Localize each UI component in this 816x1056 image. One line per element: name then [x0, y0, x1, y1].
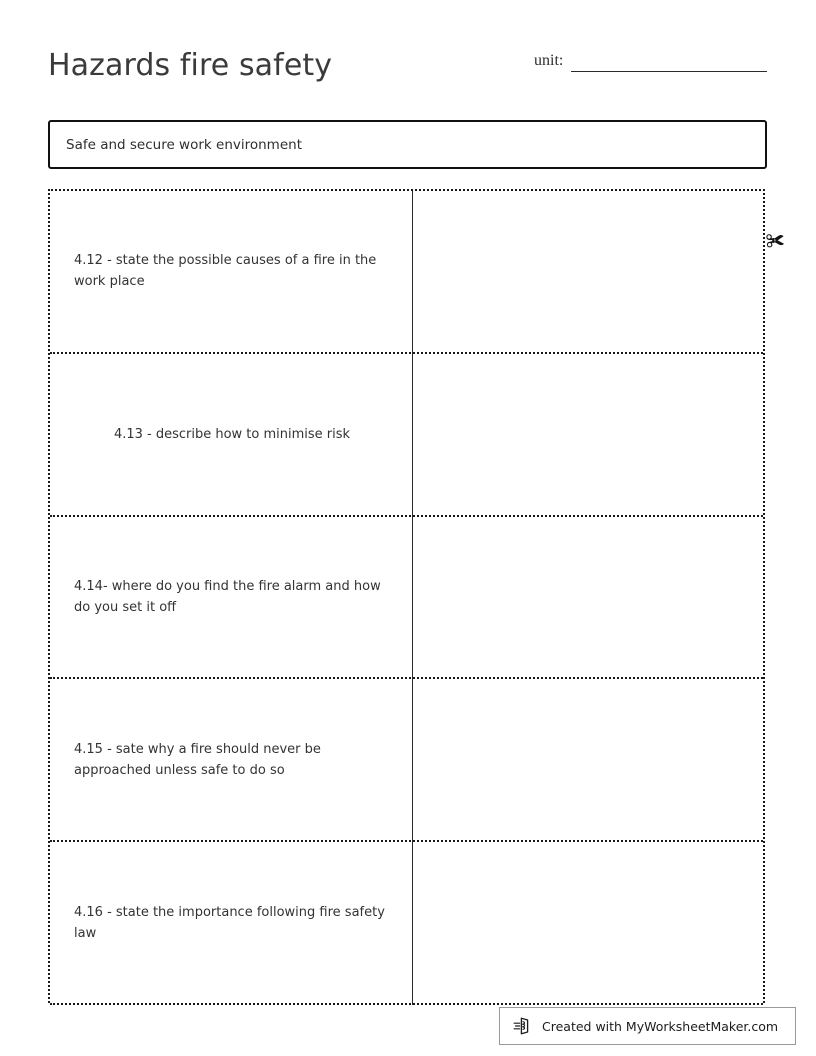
footer-badge[interactable]: [499, 1007, 796, 1045]
footer-text: Created with MyWorksheetMaker.com: [542, 1018, 779, 1034]
answer-cell[interactable]: [412, 191, 763, 352]
unit-field: [534, 53, 767, 72]
table-row: [50, 354, 763, 517]
answer-cell[interactable]: [412, 679, 763, 840]
table-row: [50, 679, 763, 842]
prompt-text: 4.16 - state the importance following fire safety law: [74, 904, 385, 941]
prompt-cell: [50, 679, 412, 840]
unit-label: unit:: [534, 52, 564, 69]
table-row: [50, 517, 763, 680]
scissors-icon: ✀: [765, 229, 786, 253]
table-row: [50, 842, 763, 1005]
prompt-cell: [50, 842, 412, 1003]
subtitle-box: [48, 120, 767, 169]
page-title: Hazards fire safety: [48, 48, 333, 83]
prompt-text: 4.13 - describe how to minimise risk: [113, 426, 351, 442]
subtitle-text: Safe and secure work environment: [66, 136, 302, 153]
prompt-cell: [50, 191, 412, 352]
questions-table: [48, 189, 765, 1003]
table-row: [50, 191, 763, 354]
prompt-cell: [50, 354, 412, 515]
prompt-text: 4.14- where do you find the fire alarm and how do you set it off: [74, 578, 381, 615]
page-header: [0, 0, 816, 110]
prompt-text: 4.12 - state the possible causes of a fire in the work place: [74, 253, 377, 290]
prompt-text: 4.15 - sate why a fire should never be approached unless safe to do so: [74, 741, 321, 778]
prompt-cell: [50, 517, 412, 678]
worksheet-maker-logo-icon: [513, 1016, 533, 1036]
answer-cell[interactable]: [412, 842, 763, 1003]
answer-cell[interactable]: [412, 354, 763, 515]
answer-cell[interactable]: [412, 517, 763, 678]
unit-input-line[interactable]: [571, 71, 767, 72]
